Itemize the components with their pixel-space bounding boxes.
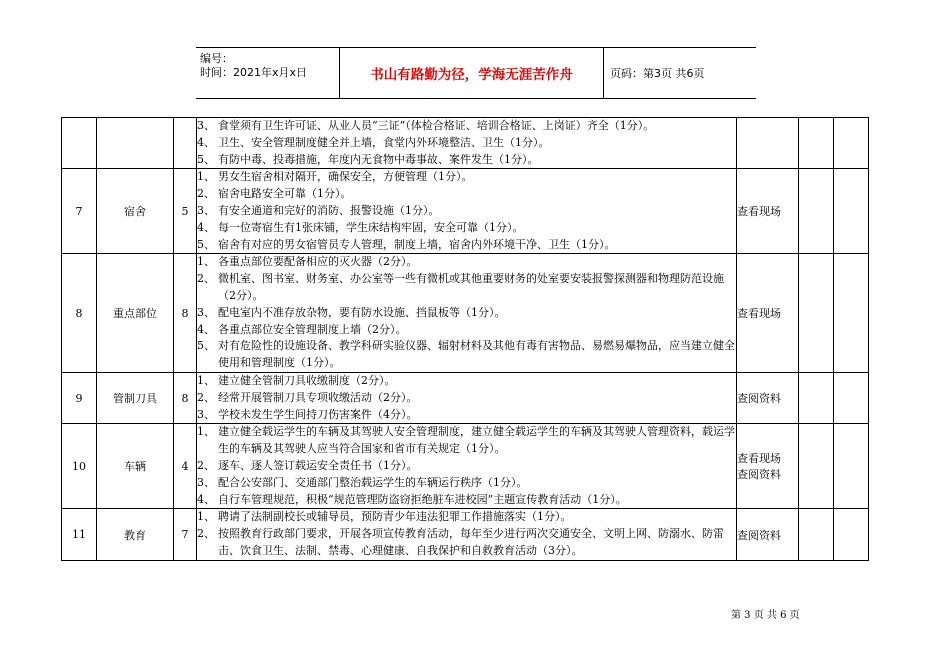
row-method	[737, 169, 799, 254]
criteria-line	[197, 203, 736, 220]
criteria-line	[197, 458, 736, 475]
row-method	[737, 424, 799, 509]
table-row	[62, 254, 869, 373]
criteria-line-text: 宿舍电路安全可靠（1分）。	[218, 187, 352, 201]
row-number: 11	[62, 509, 97, 560]
criteria-line	[197, 475, 736, 492]
row-criteria	[197, 169, 737, 254]
criteria-line	[197, 509, 736, 526]
criteria-line-text: 配电室内不准存放杂物，要有防水设施、挡鼠板等（1分）。	[218, 305, 506, 319]
criteria-line	[197, 390, 736, 407]
criteria-line-prefix: 4、	[197, 220, 215, 234]
row-blank-b	[834, 372, 869, 423]
criteria-line-prefix: 4、	[197, 492, 215, 506]
criteria-line-text: 各重点部位要配备相应的灭火器（2分）。	[218, 255, 418, 269]
header-meta	[196, 48, 340, 98]
criteria-line	[197, 186, 736, 203]
criteria-line-prefix: 1、	[197, 255, 215, 269]
assessment-table	[61, 117, 869, 561]
row-number	[62, 118, 97, 169]
row-blank-a	[799, 118, 834, 169]
criteria-line	[197, 135, 736, 152]
table-row	[62, 372, 869, 423]
criteria-line-prefix: 1、	[197, 510, 215, 524]
row-score: 4	[174, 424, 197, 509]
row-item	[97, 118, 174, 169]
row-score: 5	[174, 169, 197, 254]
criteria-line-prefix: 1、	[197, 170, 215, 184]
header-motto: 书山有路勤为径，学海无涯苦作舟	[340, 48, 604, 98]
row-blank-a	[799, 169, 834, 254]
criteria-line-prefix: 3、	[197, 305, 215, 319]
criteria-line	[197, 271, 736, 305]
criteria-line	[197, 407, 736, 424]
criteria-line-prefix: 2、	[197, 458, 215, 472]
criteria-line-prefix: 2、	[197, 527, 215, 541]
row-blank-b	[834, 424, 869, 509]
criteria-line-text: 按照教育行政部门要求，开展各项宣传教育活动，每年至少进行两次交通安全、文明上网、防溺水、防雷击、饮食卫生、法制、禁毒、心理健康、自我保护和自救教育活动（3分）。	[218, 527, 724, 557]
criteria-line-text: 微机室、图书室、财务室、办公室等一些有微机或其他重要财务的处室要安装报警探测器和物理防范设施（2分）。	[218, 272, 724, 302]
table-row	[62, 169, 869, 254]
row-method	[737, 254, 799, 373]
row-method	[737, 509, 799, 560]
criteria-line-text: 卫生、安全管理制度健全并上墙，食堂内外环境整洁、卫生（1分）。	[218, 135, 550, 149]
criteria-line-prefix: 5、	[197, 339, 215, 353]
criteria-line-prefix: 2、	[197, 272, 215, 286]
criteria-line-text: 各重点部位安全管理制度上墙（2分）。	[218, 322, 407, 336]
criteria-line-text: 宿舍有对应的男女宿管员专人管理，制度上墙，宿舍内外环境干净、卫生（1分）。	[218, 237, 616, 251]
row-score: 8	[174, 254, 197, 373]
criteria-line	[197, 305, 736, 322]
criteria-line-text: 建立健全管制刀具收缴制度（2分）。	[218, 373, 396, 387]
criteria-line-text: 有防中毒、投毒措施，年度内无食物中毒事故、案件发生（1分）。	[218, 152, 539, 166]
method-text: 查看现场	[737, 452, 781, 466]
row-blank-b	[834, 254, 869, 373]
row-score: 8	[174, 372, 197, 423]
criteria-line	[197, 152, 736, 169]
page-footer: 第 3 页 共 6 页	[731, 610, 800, 621]
row-method	[737, 372, 799, 423]
row-item: 教育	[97, 509, 174, 560]
method-text: 查阅资料	[737, 468, 781, 482]
criteria-line	[197, 338, 736, 372]
row-item: 管制刀具	[97, 372, 174, 423]
method-text: 查阅资料	[737, 528, 781, 542]
row-score	[174, 118, 197, 169]
row-number: 9	[62, 372, 97, 423]
criteria-line-prefix: 3、	[197, 475, 215, 489]
criteria-line-prefix: 1、	[197, 425, 215, 439]
criteria-line-text: 经常开展管制刀具专项收缴活动（2分）。	[218, 390, 418, 404]
row-criteria	[197, 424, 737, 509]
row-number: 7	[62, 169, 97, 254]
criteria-line	[197, 373, 736, 390]
criteria-line	[197, 424, 736, 458]
table-row	[62, 509, 869, 560]
criteria-line-prefix: 3、	[197, 407, 215, 421]
criteria-line-text: 每一位寄宿生有1张床铺，学生床结构牢固，安全可靠（1分）。	[218, 220, 524, 234]
method-text: 查看现场	[737, 307, 781, 321]
criteria-line-text: 自行车管理规范，积极“规范管理防盗窃拒绝脏车进校园”主题宣传教育活动（1分）。	[218, 492, 627, 506]
criteria-line-text: 对有危险性的设施设备、教学科研实验仪器、辐射材料及其他有毒有害物品、易燃易爆物品，应当建立健全使用和管理制度（1分）。	[218, 339, 735, 370]
method-text: 查看现场	[737, 205, 781, 219]
row-blank-a	[799, 424, 834, 509]
criteria-line-prefix: 2、	[197, 390, 215, 404]
criteria-line	[197, 492, 736, 509]
criteria-line	[197, 254, 736, 271]
row-blank-a	[799, 372, 834, 423]
row-blank-b	[834, 118, 869, 169]
criteria-line-text: 学校未发生学生间持刀伤害案件（4分）。	[218, 407, 418, 421]
criteria-line-prefix: 5、	[197, 152, 215, 166]
criteria-line-prefix: 3、	[197, 119, 215, 132]
criteria-line-text: 配合公安部门、交通部门整治载运学生的车辆运行秩序（1分）。	[218, 475, 528, 489]
row-item: 重点部位	[97, 254, 174, 373]
criteria-line	[197, 237, 736, 254]
criteria-line	[197, 220, 736, 237]
criteria-line-prefix: 4、	[197, 322, 215, 336]
criteria-line-prefix: 4、	[197, 135, 215, 149]
row-method	[737, 118, 799, 169]
table-row	[62, 424, 869, 509]
row-item: 车辆	[97, 424, 174, 509]
criteria-line-text: 食堂须有卫生许可证、从业人员“三证”（体检合格证、培训合格证、上岗证）齐全（1分）。	[218, 119, 655, 132]
criteria-line	[197, 169, 736, 186]
criteria-line-text: 建立健全载运学生的车辆及其驾驶人安全管理制度，建立健全载运学生的车辆及其驾驶人管理资料，载运学生的车辆及其驾驶人应当符合国家和省市有关规定（1分）。	[218, 425, 735, 456]
number-label: 编号：	[200, 52, 233, 65]
page-header	[196, 47, 756, 99]
row-criteria	[197, 509, 737, 560]
row-score: 7	[174, 509, 197, 560]
header-page-label: 页码：第3页 共6页	[610, 67, 705, 80]
row-blank-a	[799, 254, 834, 373]
criteria-line-text: 聘请了法制副校长或辅导员，预防青少年违法犯罪工作措施落实（1分）。	[218, 510, 572, 524]
row-blank-b	[834, 169, 869, 254]
date-label: 时间：2021年x月x日	[200, 66, 308, 79]
table-row	[62, 118, 869, 169]
criteria-line	[197, 118, 736, 135]
criteria-line-text: 男女生宿舍相对隔开，确保安全，方便管理（1分）。	[218, 170, 473, 184]
method-text: 查阅资料	[737, 392, 781, 406]
row-number: 8	[62, 254, 97, 373]
row-item: 宿舍	[97, 169, 174, 254]
criteria-line-prefix: 3、	[197, 203, 215, 217]
row-number: 10	[62, 424, 97, 509]
criteria-line	[197, 322, 736, 339]
row-criteria	[197, 118, 737, 169]
criteria-line-prefix: 1、	[197, 373, 215, 387]
row-criteria	[197, 372, 737, 423]
criteria-line-prefix: 2、	[197, 187, 215, 201]
row-blank-a	[799, 509, 834, 560]
criteria-line-text: 逐车、逐人签订载运安全责任书（1分）。	[218, 458, 418, 472]
criteria-line	[197, 526, 736, 560]
criteria-line-prefix: 5、	[197, 237, 215, 251]
row-criteria	[197, 254, 737, 373]
row-blank-b	[834, 509, 869, 560]
criteria-line-text: 有安全通道和完好的消防、报警设施（1分）。	[218, 203, 440, 217]
